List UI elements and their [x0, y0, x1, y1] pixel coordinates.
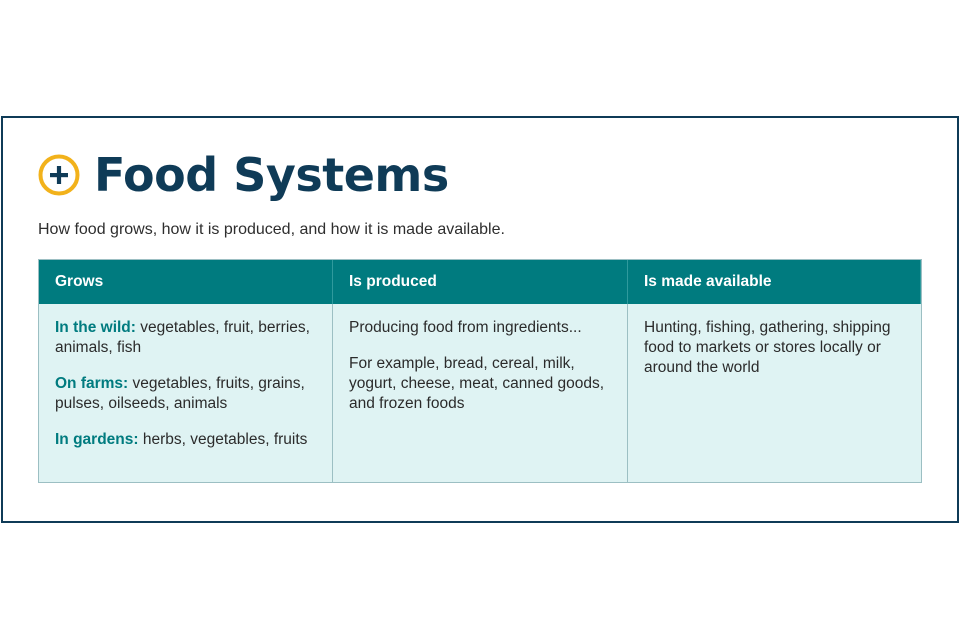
grows-text-farms: vegetables, fruits, grains, pulses, oilseeds, animals	[55, 375, 305, 412]
available-text: Hunting, fishing, gathering, shipping food to markets or stores locally or around the world	[644, 319, 891, 376]
plus-circle-icon	[38, 154, 80, 196]
produced-intro: Producing food from ingredients...	[349, 319, 582, 336]
grows-label-wild: In the wild:	[55, 319, 136, 336]
grows-text-gardens: herbs, vegetables, fruits	[138, 431, 308, 448]
grows-text-wild: vegetables, fruit, berries, animals, fish	[55, 319, 310, 356]
column-header-is-produced: Is produced	[333, 260, 628, 304]
grows-item-wild	[55, 318, 316, 358]
food-systems-card	[1, 116, 959, 523]
grows-cell	[39, 304, 333, 482]
produced-cell	[333, 304, 628, 482]
grows-item-gardens	[55, 430, 316, 450]
column-header-grows: Grows	[39, 260, 333, 304]
produced-examples: For example, bread, cereal, milk, yogurt, cheese, meat, canned goods, and frozen foods	[349, 355, 605, 412]
available-cell	[628, 304, 921, 482]
page-subtitle: How food grows, how it is produced, and how it is made available.	[38, 221, 505, 238]
page-title: Food Systems	[94, 148, 449, 202]
column-header-is-made-available: Is made available	[628, 260, 921, 304]
grows-item-farms	[55, 374, 316, 414]
title-row	[38, 148, 449, 202]
grows-label-gardens: In gardens:	[55, 431, 139, 448]
grows-label-farms: On farms:	[55, 375, 129, 392]
food-systems-table	[38, 259, 922, 483]
